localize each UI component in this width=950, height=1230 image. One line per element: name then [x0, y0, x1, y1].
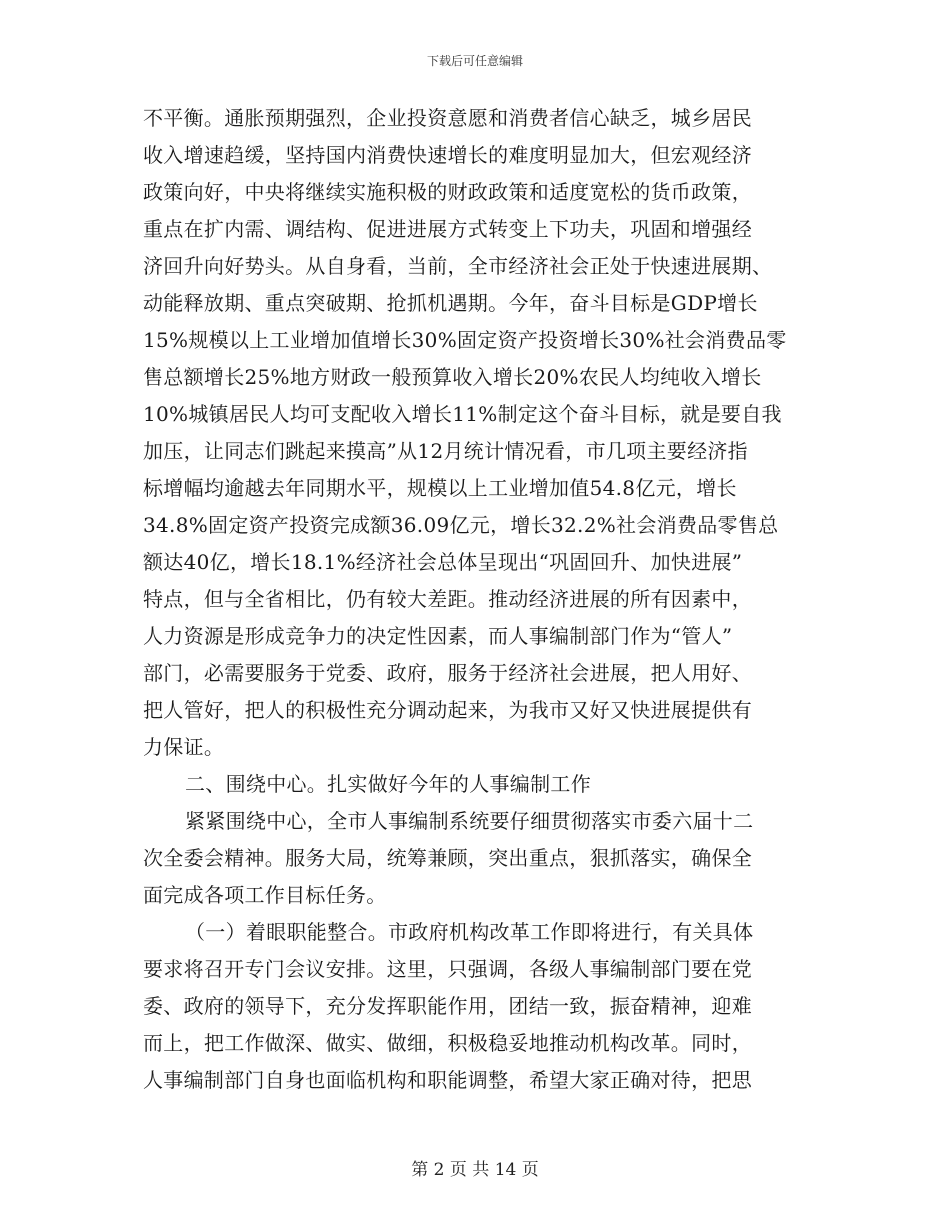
text-line: 15%规模以上工业增加值增长30%固定资产投资增长30%社会消费品零 [143, 328, 787, 352]
text-line: 收入增速趋缓，坚持国内消费快速增长的难度明显加大，但宏观经济 [143, 143, 752, 167]
text-line: 部门，必需要服务于党委、政府，服务于经济社会进展，把人用好、 [143, 661, 752, 685]
text-line: 力保证。 [143, 735, 225, 759]
text-line: 34.8%固定资产投资完成额36.09亿元，增长32.2%社会消费品零售总 [143, 513, 779, 537]
text-line: 额达40亿，增长18.1%经济社会总体呈现出“巩固回升、加快进展” [143, 550, 743, 574]
text-line: 委、政府的领导下，充分发挥职能作用，团结一致，振奋精神，迎难 [143, 994, 752, 1018]
text-line: 售总额增长25%地方财政一般预算收入增长20%农民人均纯收入增长 [143, 365, 762, 389]
section-heading: 二、围绕中心。扎实做好今年的人事编制工作 [185, 772, 591, 796]
text-line: 10%城镇居民人均可支配收入增长11%制定这个奋斗目标，就是要自我 [143, 402, 782, 426]
text-line: 特点，但与全省相比，仍有较大差距。推动经济进展的所有因素中， [143, 587, 752, 611]
text-line: 重点在扩内需、调结构、促进进展方式转变上下功夫，巩固和增强经 [143, 217, 752, 241]
page-header: 下载后可任意编辑 [426, 54, 523, 68]
text-line: 不平衡。通胀预期强烈，企业投资意愿和消费者信心缺乏，城乡居民 [143, 106, 752, 130]
text-line: 把人管好，把人的积极性充分调动起来，为我市又好又快进展提供有 [143, 698, 752, 722]
text-line: 政策向好，中央将继续实施积极的财政政策和适度宽松的货币政策， [143, 180, 752, 204]
text-line: 济回升向好势头。从自身看，当前，全市经济社会正处于快速进展期、 [143, 254, 773, 278]
text-line: 人力资源是形成竞争力的决定性因素，而人事编制部门作为“管人” [143, 624, 733, 648]
text-line: 次全委会精神。服务大局，统筹兼顾，突出重点，狠抓落实，确保全 [143, 846, 752, 870]
subsection-heading: （一）着眼职能整合。市政府机构改革工作即将进行，有关具体 [185, 920, 754, 944]
text-line: 紧紧围绕中心，全市人事编制系统要仔细贯彻落实市委六届十二 [185, 809, 754, 833]
text-line: 面完成各项工作目标任务。 [143, 883, 387, 907]
text-line: 标增幅均逾越去年同期水平，规模以上工业增加值54.8亿元，增长 [143, 476, 737, 500]
text-line: 动能释放期、重点突破期、抢抓机遇期。今年，奋斗目标是GDP增长 [143, 291, 758, 315]
text-line: 而上，把工作做深、做实、做细，积极稳妥地推动机构改革。同时， [143, 1031, 752, 1055]
text-line: 要求将召开专门会议安排。这里，只强调，各级人事编制部门要在党 [143, 957, 752, 981]
page-number-footer: 第 2 页 共 14 页 [411, 1160, 539, 1180]
text-line: 加压，让同志们跳起来摸高”从12月统计情况看，市几项主要经济指 [143, 439, 748, 463]
document-body [143, 100, 807, 1099]
text-line: 人事编制部门自身也面临机构和职能调整，希望大家正确对待，把思 [143, 1068, 752, 1092]
